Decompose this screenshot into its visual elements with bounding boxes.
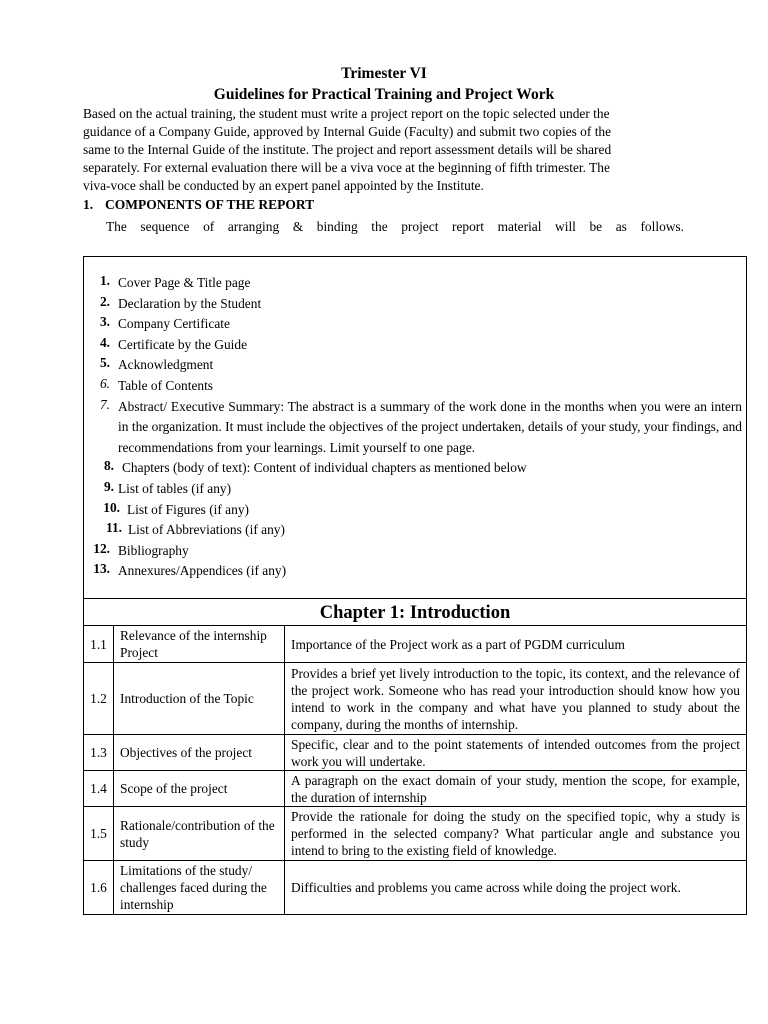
component-number: 9.	[103, 479, 114, 494]
chapter-table	[83, 625, 747, 915]
row-topic: Introduction of the Topic	[114, 663, 285, 735]
intro-line: separately. For external evaluation there will be a viva voce at the beginning of fifth trimester. The	[83, 160, 610, 175]
component-number: 1.	[99, 273, 110, 288]
row-description: Importance of the Project work as a part of PGDM curriculum	[285, 626, 747, 663]
row-number: 1.4	[84, 771, 114, 807]
component-text: Abstract/ Executive Summary: The abstract is a summary of the work done in the months when you were an intern in the organization. It must include the objectives of the project undertaken, details of your study, your findings, and recommendations from your learnings. Limit yourself to one page.	[118, 398, 742, 455]
component-number: 12.	[93, 540, 110, 556]
row-topic: Limitations of the study/ challenges faced during the internship	[114, 861, 285, 915]
component-number: 10.	[103, 499, 120, 515]
intro-line: same to the Internal Guide of the institute. The project and report assessment details will be shared	[83, 142, 612, 157]
component-text: Bibliography	[118, 542, 189, 558]
row-description: Provides a brief yet lively introduction to the topic, its context, and the relevance of the project work. Someone who has read your introduction should know how you intend to work in the company and what have you planned to study about the company, during the months of internship.	[285, 663, 747, 735]
row-number: 1.5	[84, 807, 114, 861]
component-text: Certificate by the Guide	[118, 336, 248, 352]
component-text: Table of Contents	[118, 378, 214, 393]
intro-line: viva-voce shall be conducted by an expert panel appointed by the Institute.	[83, 178, 484, 193]
row-number: 1.2	[84, 663, 114, 735]
component-number: 13.	[93, 561, 110, 577]
component-text: Declaration by the Student	[118, 295, 262, 311]
table-row	[84, 663, 747, 735]
component-text: Company Certificate	[118, 316, 230, 332]
row-description: Provide the rationale for doing the study on the specified topic, why a study is performed in the selected company? What particular angle and substance you intend to bring to the existing field of knowledge.	[285, 807, 747, 861]
component-text: Cover Page & Title page	[118, 275, 251, 290]
row-description: A paragraph on the exact domain of your study, mention the scope, for example, the duration of internship	[285, 771, 747, 807]
component-number: 2.	[99, 293, 110, 309]
intro-line: guidance of a Company Guide, approved by Internal Guide (Faculty) and submit two copies of the	[83, 124, 612, 139]
row-topic: Rationale/contribution of the study	[114, 807, 285, 861]
component-text: List of Figures (if any)	[127, 501, 249, 517]
row-description: Specific, clear and to the point statements of intended outcomes from the project work you will undertake.	[285, 735, 747, 771]
component-text: Acknowledgment	[118, 357, 214, 373]
row-topic: Scope of the project	[114, 771, 285, 807]
table-row	[84, 807, 747, 861]
intro-paragraph	[83, 105, 685, 195]
component-text: List of Abbreviations (if any)	[128, 522, 285, 538]
component-number: 8.	[103, 458, 114, 474]
row-number: 1.1	[84, 626, 114, 663]
component-text: Chapters (body of text): Content of individual chapters as mentioned below	[122, 460, 527, 476]
component-number: 3.	[99, 314, 110, 330]
row-topic: Relevance of the internship Project	[114, 626, 285, 663]
intro-line: Based on the actual training, the student must write a project report on the topic selected under the	[83, 106, 610, 121]
component-text: List of tables (if any)	[118, 481, 232, 496]
table-row	[84, 771, 747, 807]
component-number: 5.	[99, 355, 110, 371]
component-text: Annexures/Appendices (if any)	[118, 563, 287, 579]
row-number: 1.3	[84, 735, 114, 771]
component-number: 6.	[99, 376, 110, 391]
table-row	[84, 626, 747, 663]
component-number: 7.	[99, 396, 110, 412]
row-topic: Objectives of the project	[114, 735, 285, 771]
components-box	[83, 256, 747, 599]
sequence-text: The sequence of arranging & binding the project report material will be as follows.	[106, 219, 684, 234]
guidelines-title: Guidelines for Practical Training and Project Work	[213, 86, 555, 103]
table-row	[84, 735, 747, 771]
row-number: 1.6	[84, 861, 114, 915]
table-row	[84, 861, 747, 915]
row-description: Difficulties and problems you came across while doing the project work.	[285, 861, 747, 915]
component-number: 11.	[106, 520, 122, 536]
section-heading-text: COMPONENTS OF THE REPORT	[105, 197, 315, 212]
section-number: 1.	[83, 197, 94, 212]
trimester-title: Trimester VI	[341, 65, 427, 82]
component-number: 4.	[99, 334, 110, 350]
section-heading	[83, 197, 314, 213]
chapter-title: Chapter 1: Introduction	[83, 598, 747, 626]
